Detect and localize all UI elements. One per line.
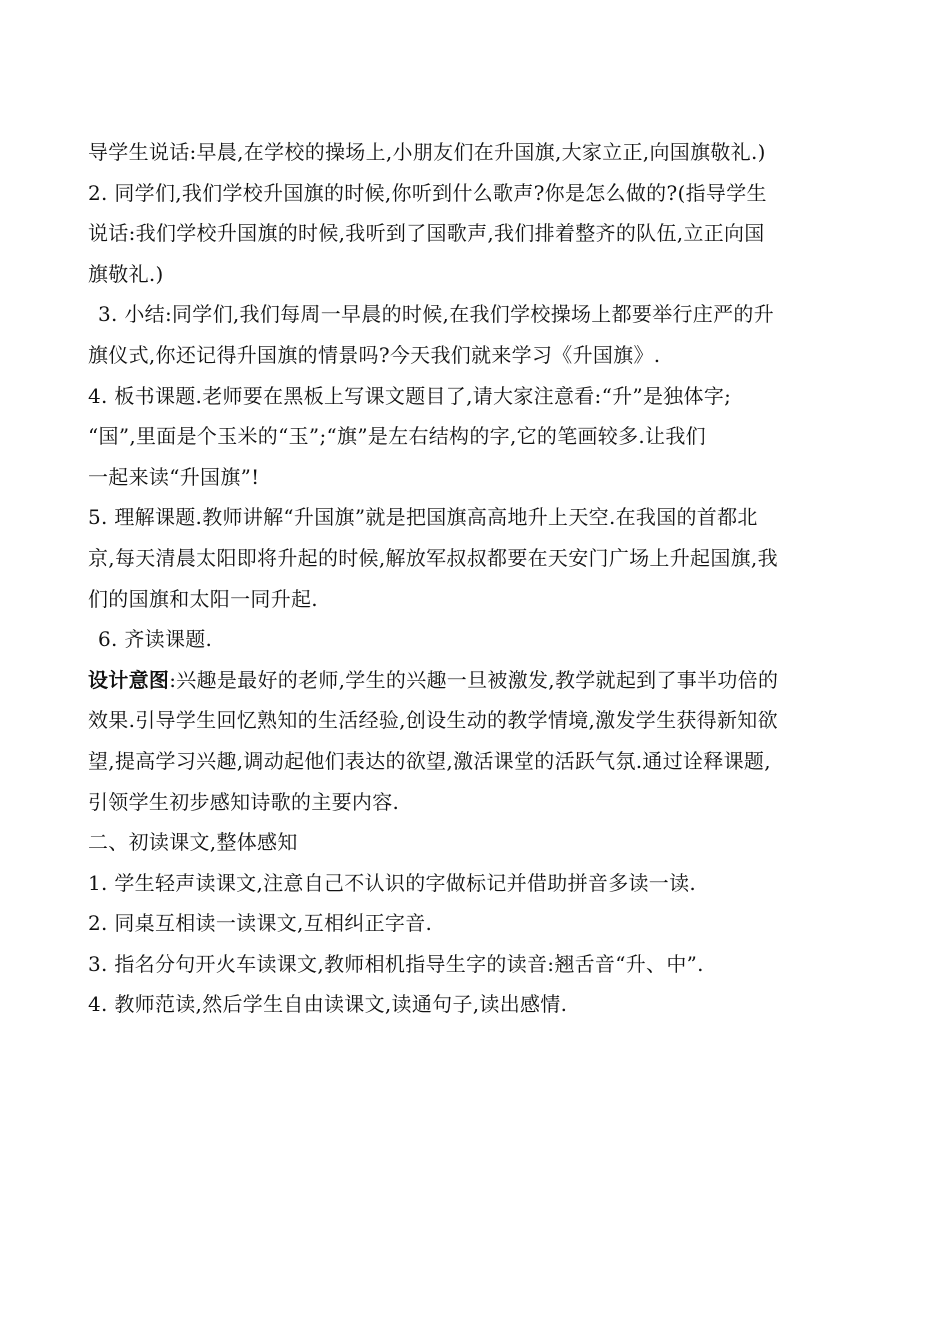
- text-line: 一起来读“升国旗”!: [88, 464, 260, 489]
- text-line: 们的国旗和太阳一同升起.: [88, 586, 318, 611]
- text-line: 6. 齐读课题.: [98, 627, 213, 652]
- paragraph-design-intent: [88, 660, 866, 822]
- paragraph-item-5: [88, 497, 866, 619]
- paragraph-item-2: [88, 173, 866, 295]
- text-line: 2. 同学们,我们学校升国旗的时候,你听到什么歌声?你是怎么做的?(指导学生: [88, 180, 767, 205]
- text-line: 望,提高学习兴趣,调动起他们表达的欲望,激活课堂的活跃气氛.通过诠释课题,: [88, 748, 771, 773]
- text-line: 旗敬礼.): [88, 261, 164, 286]
- text-segment: :兴趣是最好的老师,学生的兴趣一旦被激发,教学就起到了事半功倍的: [169, 667, 779, 692]
- text-line: 4. 板书课题.老师要在黑板上写课文题目了,请大家注意看:“升”是独体字;: [88, 383, 732, 408]
- paragraph-step-4: [88, 984, 866, 1025]
- text-line: 京,每天清晨太阳即将升起的时候,解放军叔叔都要在天安门广场上升起国旗,我: [88, 545, 778, 570]
- paragraph-step-3: [88, 944, 866, 985]
- text-line: 导学生说话:早晨,在学校的操场上,小朋友们在升国旗,大家立正,向国旗敬礼.): [88, 140, 766, 164]
- text-line: “国”,里面是个玉米的“玉”;“旗”是左右结构的字,它的笔画较多.让我们: [88, 424, 706, 449]
- text-line: [88, 660, 866, 701]
- paragraph-step-1: [88, 863, 866, 904]
- text-line: 3. 小结:同学们,我们每周一早晨的时候,在我们学校操场上都要举行庄严的升: [98, 302, 774, 327]
- text-line: 引领学生初步感知诗歌的主要内容.: [88, 789, 400, 814]
- paragraph-step-2: [88, 903, 866, 944]
- text-line: 效果.引导学生回忆熟知的生活经验,创设生动的教学情境,激发学生获得新知欲: [88, 708, 778, 733]
- text-line: 5. 理解课题.教师讲解“升国旗”就是把国旗高高地升上天空.在我国的首都北: [88, 505, 758, 530]
- paragraph-item-4: [88, 376, 866, 498]
- text-line: 2. 同桌互相读一读课文,互相纠正字音.: [88, 911, 433, 936]
- text-line: 说话:我们学校升国旗的时候,我听到了国歌声,我们排着整齐的队伍,立正向国: [88, 221, 765, 246]
- text-line: 1. 学生轻声读课文,注意自己不认识的字做标记并借助拼音多读一读.: [88, 870, 697, 895]
- paragraph-item-6: [88, 619, 866, 660]
- text-line: 旗仪式,你还记得升国旗的情景吗?今天我们就来学习《升国旗》.: [88, 342, 661, 367]
- paragraph-intro-continuation: [88, 132, 866, 173]
- text-line: 二、初读课文,整体感知: [88, 830, 298, 855]
- design-intent-label: 设计意图: [88, 667, 170, 692]
- section-heading-2: [88, 822, 866, 863]
- text-line: 3. 指名分句开火车读课文,教师相机指导生字的读音:翘舌音“升、中”.: [88, 951, 704, 976]
- paragraph-item-3: [88, 294, 866, 375]
- text-line: 4. 教师范读,然后学生自由读课文,读通句子,读出感情.: [88, 992, 568, 1017]
- document-body: [88, 132, 866, 1025]
